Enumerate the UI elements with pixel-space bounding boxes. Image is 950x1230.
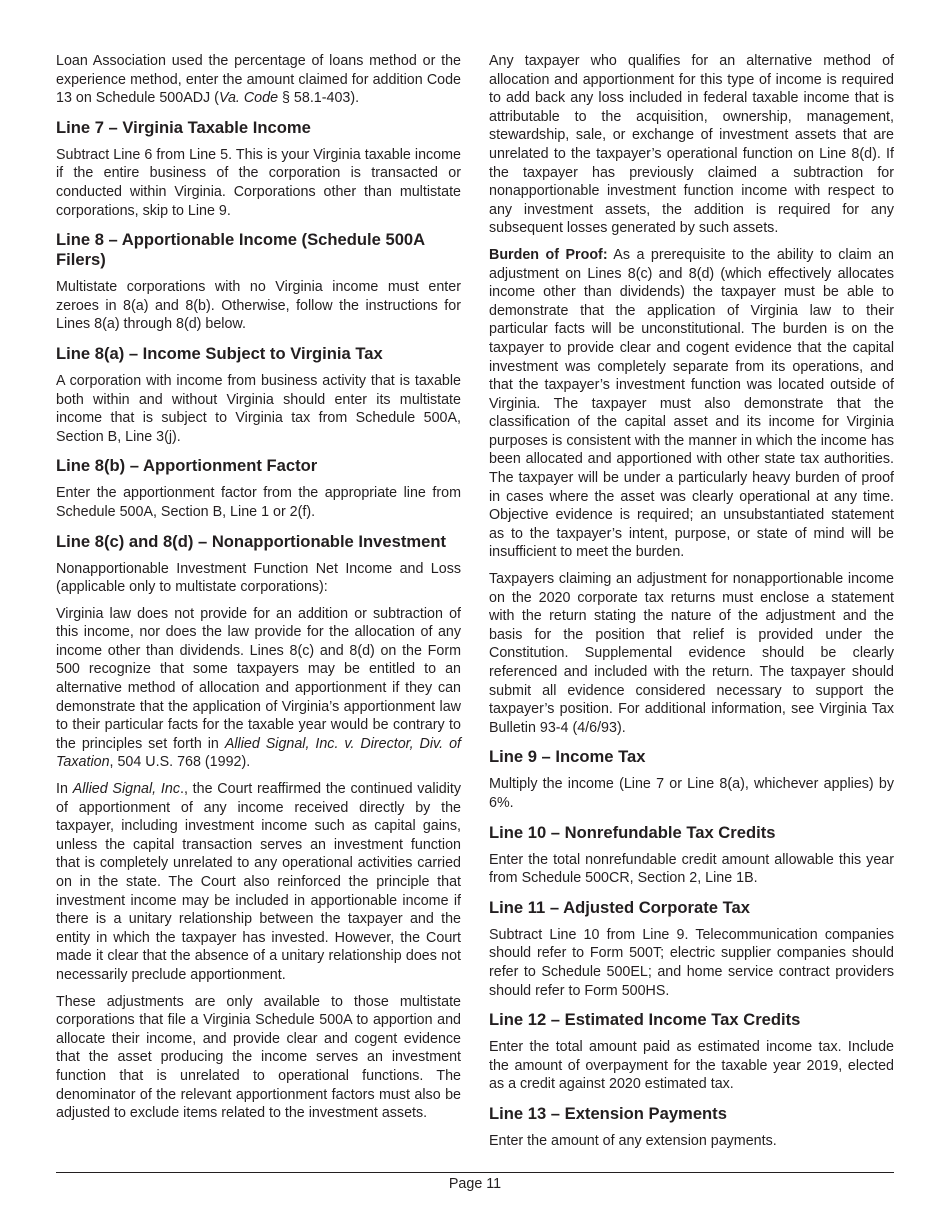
left-column — [56, 52, 461, 1131]
line-11-heading: Line 11 – Adjusted Corporate Tax — [489, 897, 750, 917]
allied-signal-paragraph: In Allied Signal, Inc., the Court reaffirmed the continued validity of apportionment of any income received directly by the taxpayer, including investment income such as capital gains, unless the capital transaction serves an investment function that is completely unrelated to any operational activities carried on in the state. The Court also reinforced the principle that investment income may be included in apportionable income if there is a unitary relationship between the taxpayer and the entity in which the taxpayer has invested. However, the Court made it clear that the absence of a unitary relationship does not necessarily preclude apportionment. — [56, 781, 461, 983]
line-8b-heading: Line 8(b) – Apportionment Factor — [56, 456, 318, 476]
line-9-text: Multiply the income (Line 7 or Line 8(a), whichever applies) by 6%. — [489, 776, 894, 811]
line-8-text: Multistate corporations with no Virginia income must enter zeroes in 8(a) and 8(b). Otherwise, follow the instructions for Lines 8(a) through 8(d) below. — [56, 279, 461, 333]
line-11-text: Subtract Line 10 from Line 9. Telecommunication companies should refer to Form 500T; electric supplier companies should refer to Schedule 500EL; and home service contract providers should refer to Form 500HS. — [489, 926, 894, 999]
line-8a-heading: Line 8(a) – Income Subject to Virginia Tax — [56, 343, 383, 363]
burden-of-proof-paragraph: Burden of Proof: As a prerequisite to the ability to claim an adjustment on Lines 8(c) and 8(d) (which effectively allocates income other than dividends) the taxpayer must be able to demonstrate that the application of Virginia law to their particular facts will be unconstitutional. The burden is on the taxpayer to provide clear and cogent evidence that the capital investment was completely separate from its operations, and that the taxpayer’s investment function was located outside of Virginia. The taxpayer must also demonstrate that the classification of the capital asset and its income for Virginia purposes is consistent with the manner in which the income has been allocated and apportioned with other state tax authorities. The taxpayer will be under a particularly heavy burden of proof in cases where the asset was clearly operational at any time. Objective evidence is required; an unsubstantiated statement as to the taxpayer’s intent, purpose, or state of mind will be insufficient to meet the burden. — [489, 246, 894, 561]
line-7-heading: Line 7 – Virginia Taxable Income — [56, 117, 311, 137]
line-9-heading: Line 9 – Income Tax — [489, 747, 646, 767]
line-8cd-heading: Line 8(c) and 8(d) – Nonapportionable Investment — [56, 531, 446, 551]
adjustments-paragraph: These adjustments are only available to those multistate corporations that file a Virginia Schedule 500A to apportion and allocate their income, and provide clear and cogent evidence that the asset producing the income serves an investment function that is unrelated to operational functions. The denominator of the relevant apportionment factors must also be adjusted to exclude items related to the investment assets. — [56, 993, 461, 1122]
line-8b-text: Enter the apportionment factor from the appropriate line from Schedule 500A, Section B, Line 1 or 2(f). — [56, 485, 461, 520]
line-12-text: Enter the total amount paid as estimated income tax. Include the amount of overpayment for the taxable year 2019, elected as a credit against 2020 estimated tax. — [489, 1039, 894, 1093]
nonapportionable-intro: Nonapportionable Investment Function Net Income and Loss (applicable only to multistate corporations): — [56, 560, 461, 596]
page-number: Page 11 — [448, 1176, 502, 1192]
line-8-heading: Line 8 – Apportionable Income (Schedule 500A Filers) — [56, 230, 425, 270]
burden-of-proof-label: Burden of Proof: — [489, 246, 608, 263]
footer-divider — [56, 1172, 894, 1173]
virginia-law-paragraph: Virginia law does not provide for an addition or subtraction of this income, nor does the law provide for the allocation of any income other than dividends. Lines 8(c) and 8(d) on the Form 500 recognize that some taxpayers may be entitled to an alternative method of allocation and apportionment if they can demonstrate that the application of Virginia’s apportionment law to their particular facts for the taxable year would be contrary to the principles set forth in Allied Signal, Inc. v. Director, Div. of Taxation, 504 U.S. 768 (1992). — [56, 605, 461, 771]
alternative-method-paragraph: Any taxpayer who qualifies for an alternative method of allocation and apportionment for this type of income is required to add back any loss included in federal taxable income that is attributable to the acquisition, ownership, management, stewardship, sale, or exchange of investment assets that are unrelated to the taxpayer’s operational function on Line 8(d). If the taxpayer has previously claimed a subtraction for nonapportionable investment function income with respect to any investment assets, the addition is required for any subsequent losses generated by such assets. — [489, 53, 894, 237]
line-10-heading: Line 10 – Nonrefundable Tax Credits — [489, 822, 776, 842]
claiming-adjustment-paragraph: Taxpayers claiming an adjustment for nonapportionable income on the 2020 corporate tax returns must enclose a statement with the return stating the nature of the adjustment and the basis for the position that relief is provided under the Constitution. Supplemental evidence should be clearly referenced and included with the return. The taxpayer should submit all evidence considered necessary to support the taxpayer’s position. For additional information, see Virginia Tax Bulletin 93-4 (4/6/93). — [489, 571, 894, 736]
line-7-text: Subtract Line 6 from Line 5. This is your Virginia taxable income if the entire business of the corporation is transacted or conducted within Virginia. Corporations other than multistate corporations, skip to Line 9. — [56, 146, 461, 219]
intro-paragraph: Loan Association used the percentage of loans method or the experience method, enter the amount claimed for addition Code 13 on Schedule 500ADJ (Va. Code § 58.1-403). — [56, 53, 461, 107]
line-13-text: Enter the amount of any extension payments. — [489, 1132, 777, 1149]
right-column — [489, 52, 894, 1159]
line-13-heading: Line 13 – Extension Payments — [489, 1103, 727, 1123]
line-12-heading: Line 12 – Estimated Income Tax Credits — [489, 1010, 801, 1030]
line-10-text: Enter the total nonrefundable credit amount allowable this year from Schedule 500CR, Section 2, Line 1B. — [489, 851, 894, 887]
line-8a-text: A corporation with income from business activity that is taxable both within and without Virginia should enter its multistate income that is subject to Virginia tax from Schedule 500A, Section B, Line 3(j). — [56, 372, 461, 445]
